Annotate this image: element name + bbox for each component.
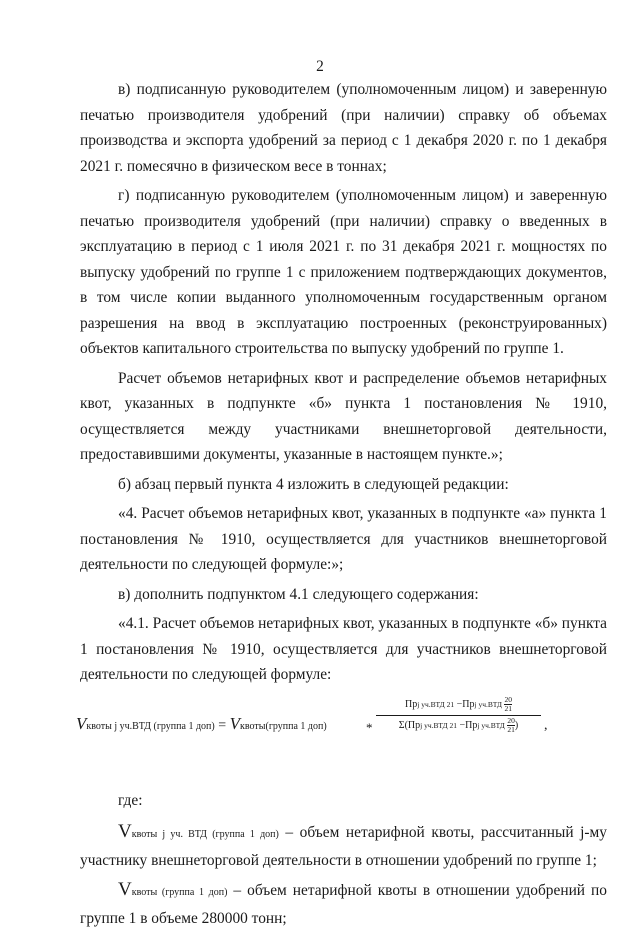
where-label: где:	[118, 791, 143, 809]
paragraph-calc: Расчет объемов нетарифных квот и распределение объемов нетарифных квот, указанных в подпункте «б» пункта 1 постановления № 1910, осуществляется между участниками внешнеторговой деятельности, предоставившими документы, указанные в настоящем пункте.»;	[80, 369, 607, 463]
paragraph-g: г) подписанную руководителем (уполномоченным лицом) и заверенную печатью производителя удобрений (при наличии) справку о введенных в эксплуатацию в период с 1 июля 2021 г. по 31 декабря 2021 г. мощностях по выпуску удобрений по группе 1 с приложением подтверждающих документов, в том числе копии выданного уполномоченным государственным органом разрешения на ввод в эксплуатацию построенных (реконструированных) объектов капитального строительства по выпуску удобрений по группе 1.	[80, 187, 607, 357]
page-number: 2	[316, 58, 324, 75]
paragraph-4: «4. Расчет объемов нетарифных квот, указанных в подпункте «а» пункта 1 постановления № 1910, осуществляется для участников внешнеторговой деятельности по следующей формуле:»;	[80, 505, 607, 573]
formula-numerator: Прj уч.ВТД 21 −Прj уч.ВТД $\frac{20}{21}$	[376, 696, 541, 716]
paragraph-v: в) подписанную руководителем (уполномоченным лицом) и заверенную печатью производителя удобрений (при наличии) справку об объемах производства и экспорта удобрений за период с 1 декабря 2020 г. по 1 декабря 2021 г. помесячно в физическом весе в тоннах;	[80, 81, 607, 175]
formula-lhs: Vквоты j уч.ВТД (группа 1 доп) = Vквоты(группа 1 доп)	[76, 713, 327, 733]
definition-2: Vквоты (группа 1 доп) – объем нетарифной квоты в отношении удобрений по группе 1 в объеме 280000 тонн;	[80, 879, 607, 927]
document-body	[76, 77, 607, 935]
paragraph-4-1: «4.1. Расчет объемов нетарифных квот, указанных в подпункте «б» пункта 1 постановления № 1910, осуществляется для участников внешнеторговой деятельности по следующей формуле:	[80, 615, 607, 683]
paragraph-b: б) абзац первый пункта 4 изложить в следующей редакции:	[118, 475, 509, 493]
formula-times: *	[366, 719, 373, 735]
formula-fraction	[376, 696, 541, 734]
formula-comma: ,	[544, 717, 548, 733]
formula-denominator: Σ(Прj уч.ВТД 21 −Прj уч.ВТД $\frac{20}{21}$ )	[398, 715, 519, 734]
definition-1: Vквоты j уч. ВТД (группа 1 доп) – объем нетарифной квоты, рассчитанный j-му участнику внешнеторговой деятельности в отношении удобрений по группе 1;	[80, 821, 607, 869]
formula	[76, 696, 607, 758]
paragraph-add: в) дополнить подпунктом 4.1 следующего содержания:	[118, 585, 479, 603]
